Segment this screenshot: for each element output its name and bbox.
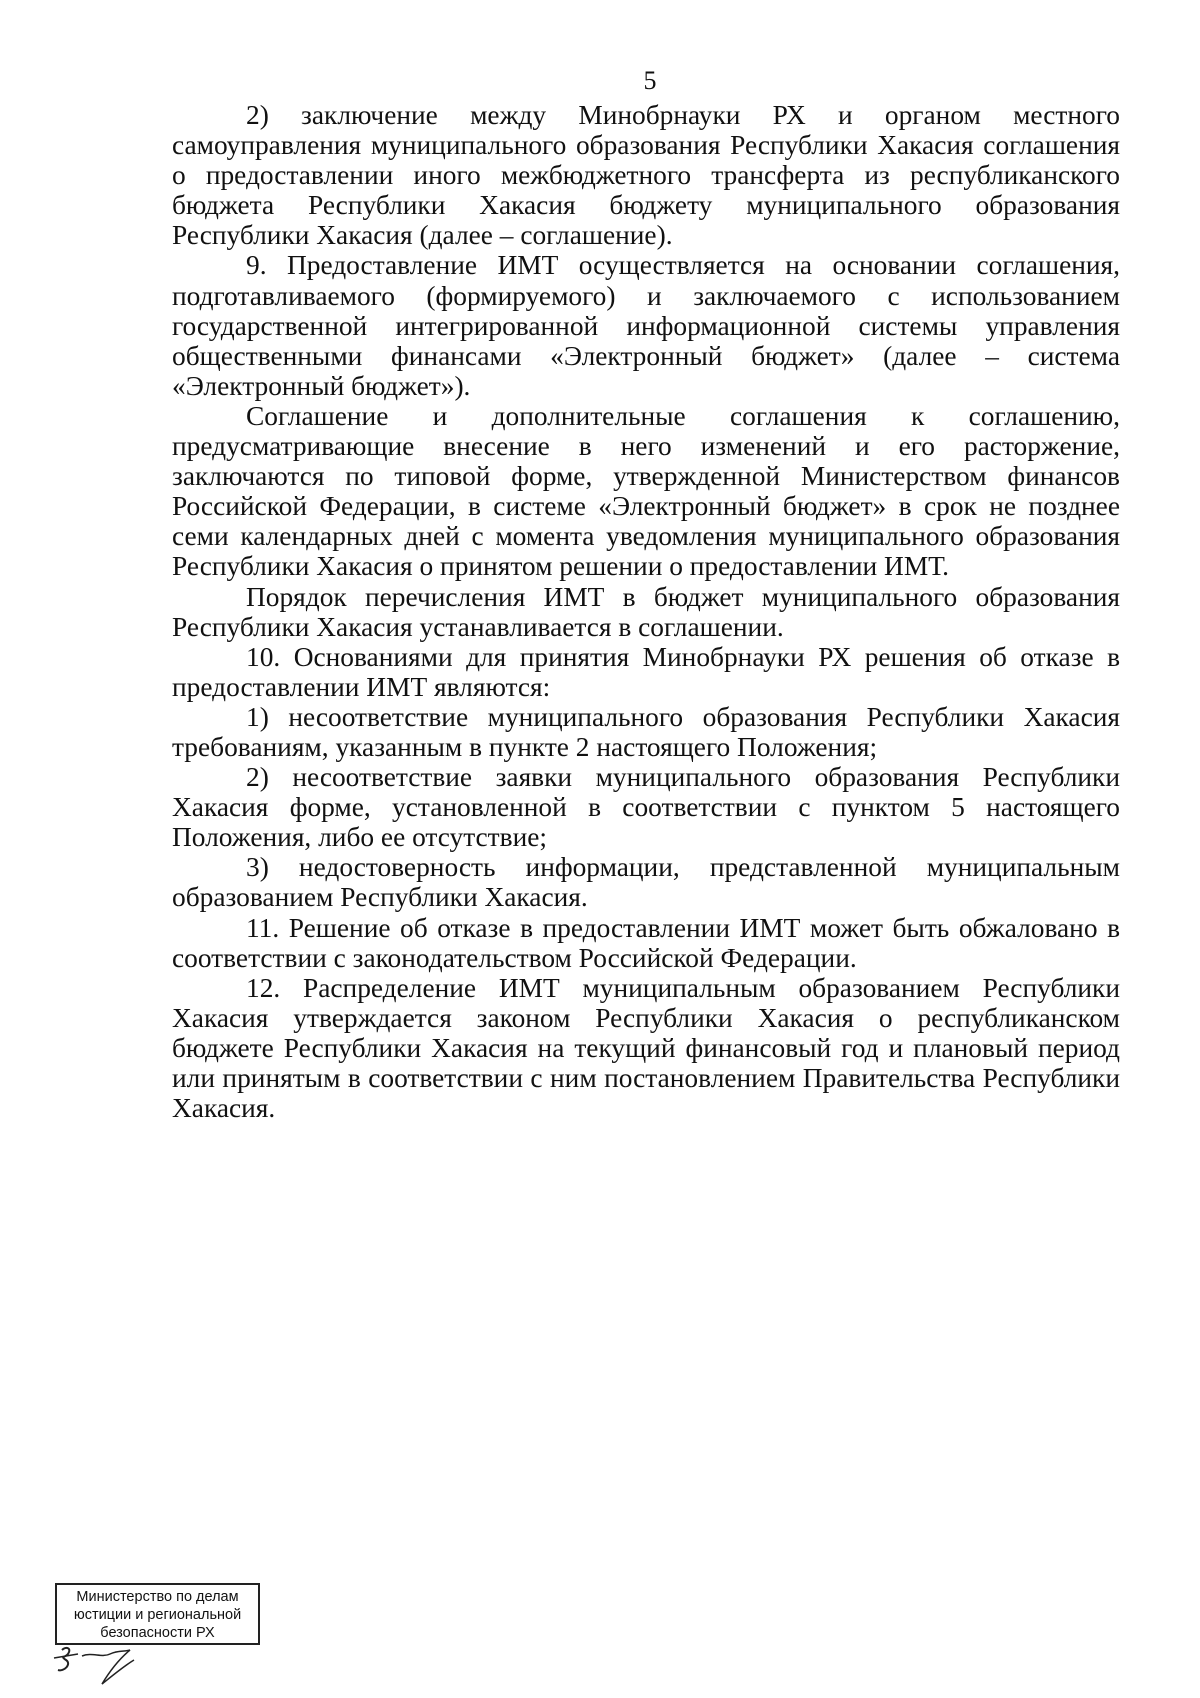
paragraph-11: 11. Решение об отказе в предоставлении ИМТ может быть обжаловано в соответствии с законодательством Российской Федерации. [172,912,1120,973]
stamp-line-3: безопасности РХ [100,1625,215,1641]
document-body [172,100,1120,1123]
paragraph-10: 10. Основаниями для принятия Минобрнауки РХ решения об отказе в предоставлении ИМТ являются: [172,641,1120,702]
paragraph-10-item-3: 3) недостоверность информации, представленной муниципальным образованием Республики Хакасия. [172,852,1120,913]
paragraph-item-2: 2) заключение между Минобрнауки РХ и органом местного самоуправления муниципального образования Республики Хакасия соглашения о предоставлении иного межбюджетного трансферта из республиканского бюджета Республики Хакасия бюджету муниципального образования Республики Хакасия (далее – соглашение). [172,100,1120,251]
paragraph-10-item-1: 1) несоответствие муниципального образования Республики Хакасия требованиям, указанным в пункте 2 настоящего Положения; [172,701,1120,762]
paragraph-9: 9. Предоставление ИМТ осуществляется на основании соглашения, подготавливаемого (формируемого) и заключаемого с использованием государственной интегрированной информационной системы управления общественными финансами «Электронный бюджет» (далее – система «Электронный бюджет»). [172,250,1120,401]
paragraph-agreement: Соглашение и дополнительные соглашения к соглашению, предусматривающие внесение в него изменений и его расторжение, заключаются по типовой форме, утвержденной Министерством финансов Российской Федерации, в системе «Электронный бюджет» в срок не позднее семи календарных дней с момента уведомления муниципального образования Республики Хакасия о принятом решении о предоставлении ИМТ. [172,400,1120,582]
stamp-line-2: юстиции и региональной [73,1607,242,1623]
paragraph-12: 12. Распределение ИМТ муниципальным образованием Республики Хакасия утверждается законом Республики Хакасия о республиканском бюджете Республики Хакасия на текущий финансовый год и плановый период или принятым в соответствии с ним постановлением Правительства Республики Хакасия. [172,972,1120,1124]
paragraph-10-item-2: 2) несоответствие заявки муниципального образования Республики Хакасия форме, установленной в соответствии с пунктом 5 настоящего Положения, либо ее отсутствие; [172,762,1120,853]
page-number: 5 [643,66,657,95]
paragraph-transfer-order: Порядок перечисления ИМТ в бюджет муниципального образования Республики Хакасия устанавливается в соглашении. [172,581,1120,642]
stamp-line-1: Министерство по делам [76,1589,239,1605]
signature [48,1640,168,1690]
ministry-stamp [55,1583,260,1645]
